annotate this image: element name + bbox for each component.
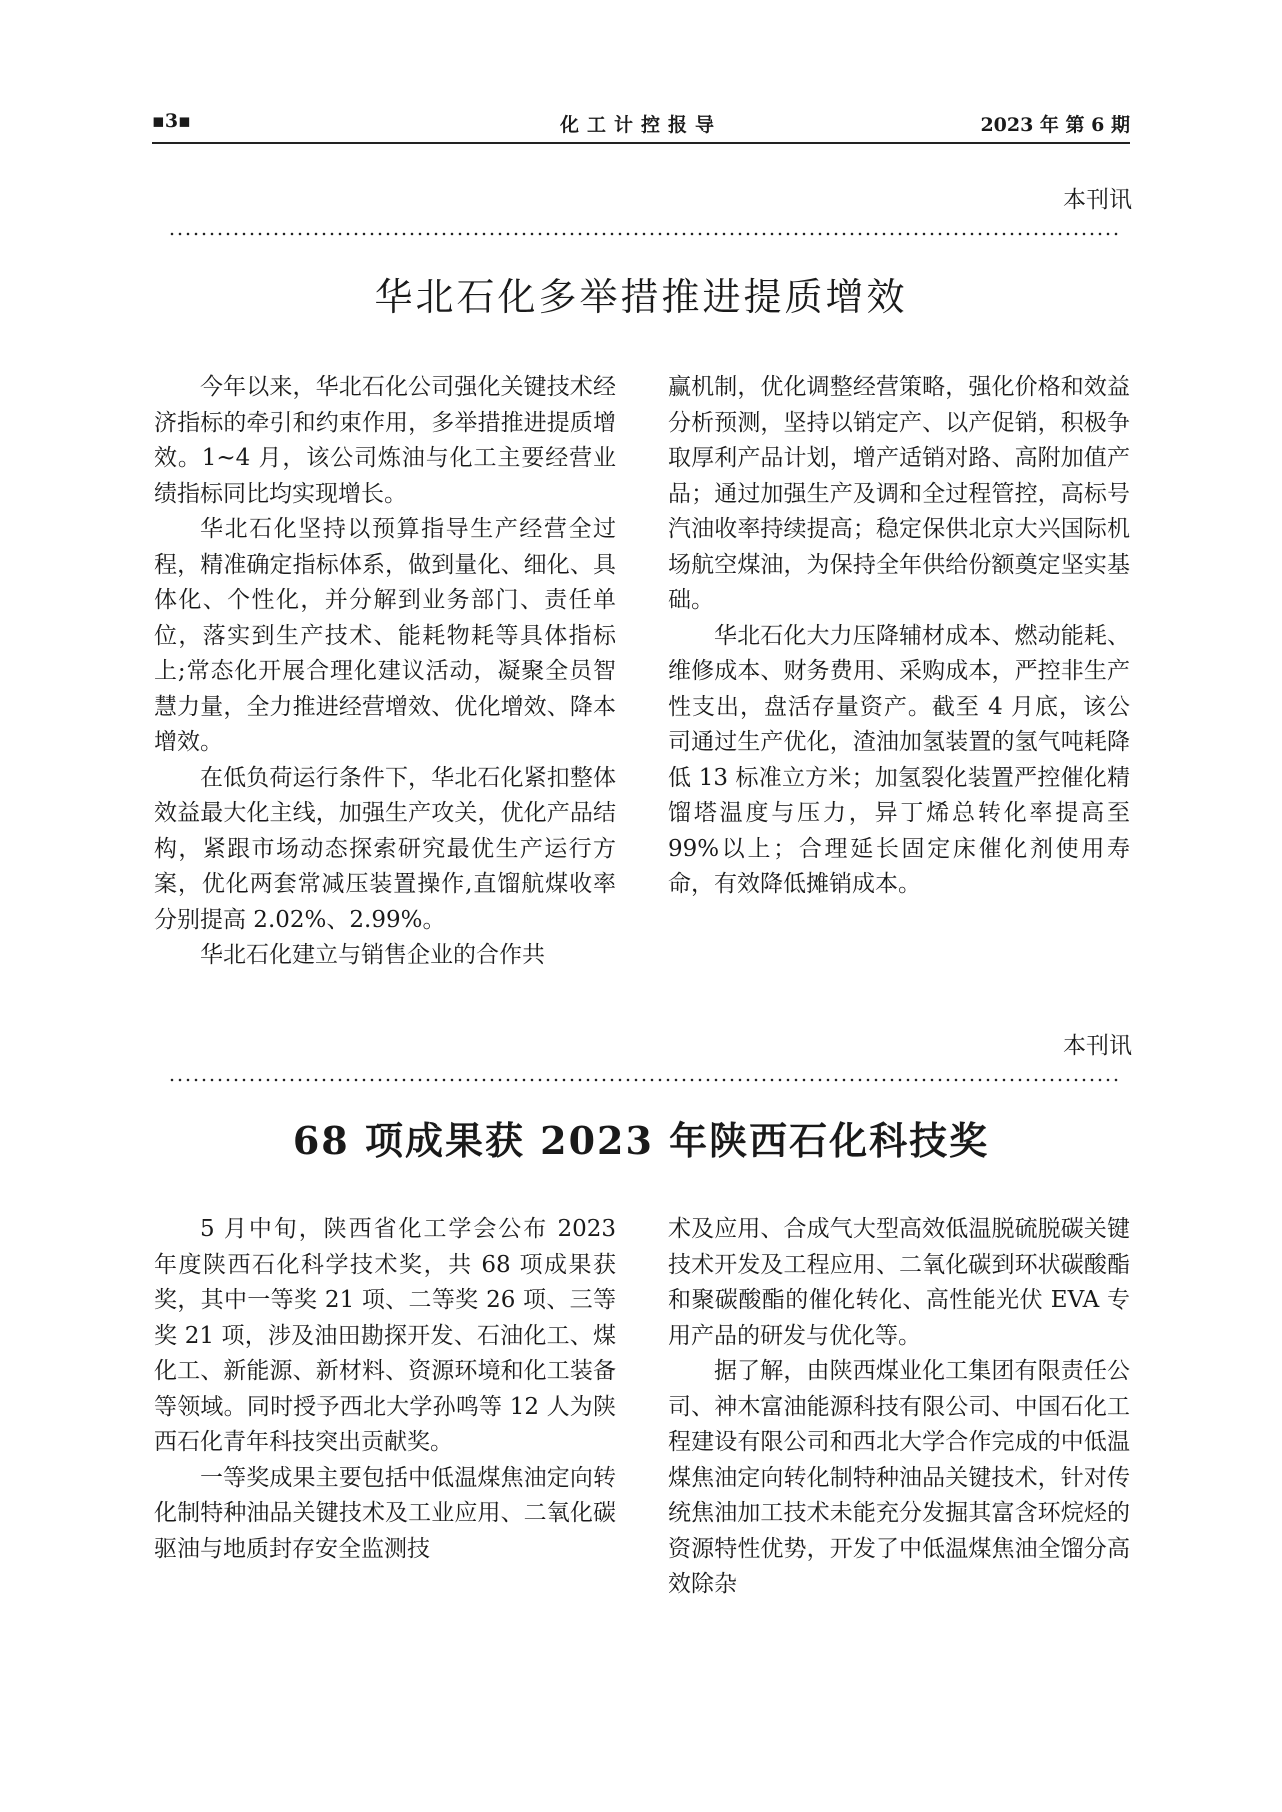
article2-source: 本刊讯 [1063,1033,1132,1059]
paragraph: 5 月中旬，陕西省化工学会公布 2023 年度陕西石化科学技术奖，共 68 项成果获奖，其中一等奖 21 项、二等奖 26 项、三等奖 21 项，涉及油田勘探开发、石油化工、煤化工、新能源、新材料、资源环境和化工装备等领域。同时授予西北大学孙鸣等 12 人为陕西石化青年科技突出贡献奖。 [154,1216,616,1455]
paragraph: 赢机制，优化调整经营策略，强化价格和效益分析预测，坚持以销定产、以产促销，积极争取厚利产品计划，增产适销对路、高附加值产品；通过加强生产及调和全过程管控，高标号汽油收率持续提高；稳定保供北京大兴国际机场航空煤油，为保持全年供给份额奠定坚实基础。 [668,374,1130,613]
paragraph: 华北石化大力压降辅材成本、燃动能耗、维修成本、财务费用、采购成本，严控非生产性支出，盘活存量资产。截至 4 月底，该公司通过生产优化，渣油加氢装置的氢气吨耗降低 13 标准立方米；加氢裂化装置严控催化精馏塔温度与压力，异丁烯总转化率提高至 99%以上；合理延长固定床催化剂使用寿命，有效降低摊销成本。 [668,622,1130,897]
running-header [152,104,1130,144]
paragraph: 一等奖成果主要包括中低温煤焦油定向转化制特种油品关键技术及工业应用、二氧化碳驱油与地质封存安全监测技 [154,1464,616,1562]
header-rule [152,142,1130,144]
article2-right-column [668,1212,1130,1603]
page-number: ▪3▪ [152,110,191,132]
paragraph: 华北石化建立与销售企业的合作共 [200,942,545,968]
journal-name: 化工计控报导 [559,114,722,136]
paragraph: 术及应用、合成气大型高效低温脱硫脱碳关键技术开发及工程应用、二氧化碳到环状碳酸酯和聚碳酸酯的催化转化、高性能光伏 EVA 专用产品的研发与优化等。 [668,1216,1130,1349]
paragraph: 据了解，由陕西煤业化工集团有限责任公司、神木富油能源科技有限公司、中国石化工程建设有限公司和西北大学合作完成的中低温煤焦油定向转化制特种油品关键技术，针对传统焦油加工技术未能充分发掘其富含环烷烃的资源特性优势，开发了中低温煤焦油全馏分高效除杂 [668,1358,1130,1597]
dotted-divider [168,1078,1120,1082]
article2-left-column [154,1212,616,1567]
article1-source: 本刊讯 [1063,187,1132,213]
paragraph: 在低负荷运行条件下，华北石化紧扣整体效益最大化主线，加强生产攻关，优化产品结构，紧跟市场动态探索研究最优生产运行方案，优化两套常减压装置操作,直馏航煤收率分别提高 2.02%、2.99%。 [154,764,616,933]
article1-left-column [154,370,616,974]
issue-label: 2023 年 第 6 期 [980,114,1130,136]
article2-title: 68 项成果获 2023 年陕西石化科技奖 [292,1118,990,1163]
paragraph: 华北石化坚持以预算指导生产经营全过程，精准确定指标体系，做到量化、细化、具体化、个性化，并分解到业务部门、责任单位，落实到生产技术、能耗物耗等具体指标上;常态化开展合理化建议活动，凝聚全员智慧力量，全力推进经营增效、优化增效、降本增效。 [154,516,616,755]
article1-right-column [668,370,1130,903]
article1-title: 华北石化多举措推进提质增效 [374,275,908,319]
dotted-divider [168,232,1120,236]
paragraph: 今年以来，华北石化公司强化关键技术经济指标的牵引和约束作用，多举措推进提质增效。1~4 月，该公司炼油与化工主要经营业绩指标同比均实现增长。 [154,374,616,507]
